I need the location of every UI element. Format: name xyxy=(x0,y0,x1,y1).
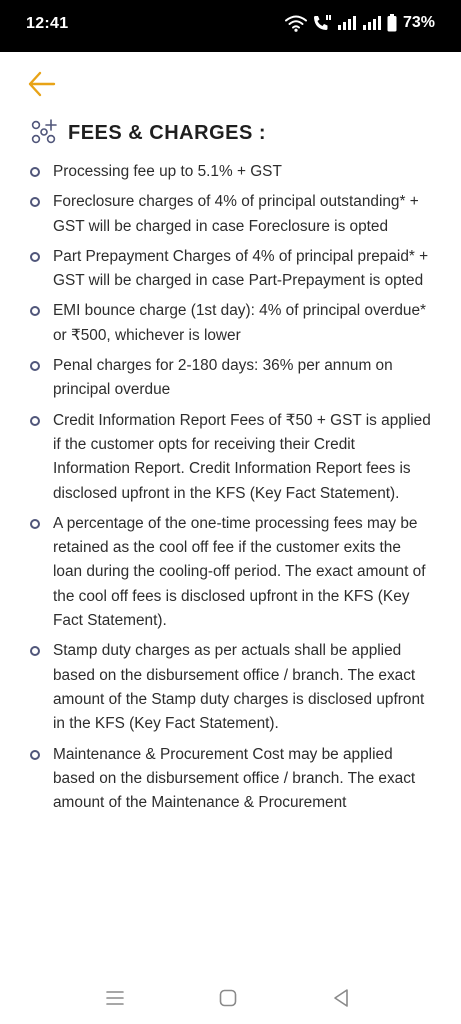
bullet-icon xyxy=(30,197,40,207)
battery-icon xyxy=(387,14,397,32)
signal-icon-1 xyxy=(337,15,357,31)
list-item xyxy=(30,512,431,633)
recent-apps-icon xyxy=(104,987,126,1009)
list-item xyxy=(30,639,431,736)
status-icons xyxy=(285,14,435,32)
bullet-icon xyxy=(30,750,40,760)
list-item xyxy=(30,409,431,506)
fee-text: Stamp duty charges as per actuals shall be applied based on the disbursement office / branch. The exact amount of the Stamp duty charges is disclosed upfront in the KFS (Key Fact Statement). xyxy=(53,642,425,733)
bullet-icon xyxy=(30,519,40,529)
fee-text: Penal charges for 2-180 days: 36% per annum on principal overdue xyxy=(53,357,393,399)
fee-text: EMI bounce charge (1st day): 4% of principal overdue* or ₹500, whichever is lower xyxy=(53,302,426,344)
bubbles-plus-icon xyxy=(30,118,60,148)
section-header xyxy=(30,118,266,148)
status-time: 12:41 xyxy=(26,15,69,32)
bullet-icon xyxy=(30,361,40,371)
fees-content[interactable] xyxy=(0,160,461,876)
fee-text: Credit Information Report Fees of ₹50 + GST is applied if the customer opts for receiving their Credit Information Report. Credit Information Report fees is disclosed upfront in the KFS (Key Fact Statement). xyxy=(53,411,431,502)
list-item xyxy=(30,190,431,239)
system-nav-bar xyxy=(0,976,461,1024)
bullet-icon xyxy=(30,416,40,426)
list-item xyxy=(30,245,431,294)
bullet-icon xyxy=(30,306,40,316)
recent-apps-button[interactable] xyxy=(104,987,126,1009)
fee-text: Part Prepayment Charges of 4% of principal prepaid* + GST will be charged in case Part-Prepayment is opted xyxy=(53,247,429,290)
section-title: FEES & CHARGES : xyxy=(68,121,267,144)
signal-icon-2 xyxy=(362,15,382,31)
volte-call-icon xyxy=(312,14,332,32)
fee-text: A percentage of the one-time processing fees may be retained as the cool off fee if the customer exits the loan during the cooling-off period. The exact amount of the cool off fees is disclosed upfront in the KFS (Key Fact Statement). xyxy=(53,514,426,630)
status-bar xyxy=(0,0,461,52)
bullet-icon xyxy=(30,167,40,177)
bullet-icon xyxy=(30,646,40,656)
home-icon xyxy=(217,987,239,1009)
back-button[interactable] xyxy=(26,70,58,98)
list-item xyxy=(30,299,431,348)
home-button[interactable] xyxy=(217,987,239,1009)
wifi-icon xyxy=(285,14,307,32)
nav-back-button[interactable] xyxy=(331,987,353,1009)
arrow-left-icon xyxy=(26,70,58,98)
back-triangle-icon xyxy=(331,987,353,1009)
battery-percentage: 73% xyxy=(402,14,435,31)
list-item xyxy=(30,743,431,816)
list-item xyxy=(30,160,431,184)
fee-text: Foreclosure charges of 4% of principal outstanding* + GST will be charged in case Foreclosure is opted xyxy=(53,193,419,235)
fee-text: Maintenance & Procurement Cost may be applied based on the disbursement office / branch. The exact amount of the Maintenance & Procurement xyxy=(53,745,416,812)
fee-text: Processing fee up to 5.1% + GST xyxy=(53,163,282,180)
bullet-icon xyxy=(30,252,40,262)
list-item xyxy=(30,354,431,403)
fees-list xyxy=(0,160,461,815)
